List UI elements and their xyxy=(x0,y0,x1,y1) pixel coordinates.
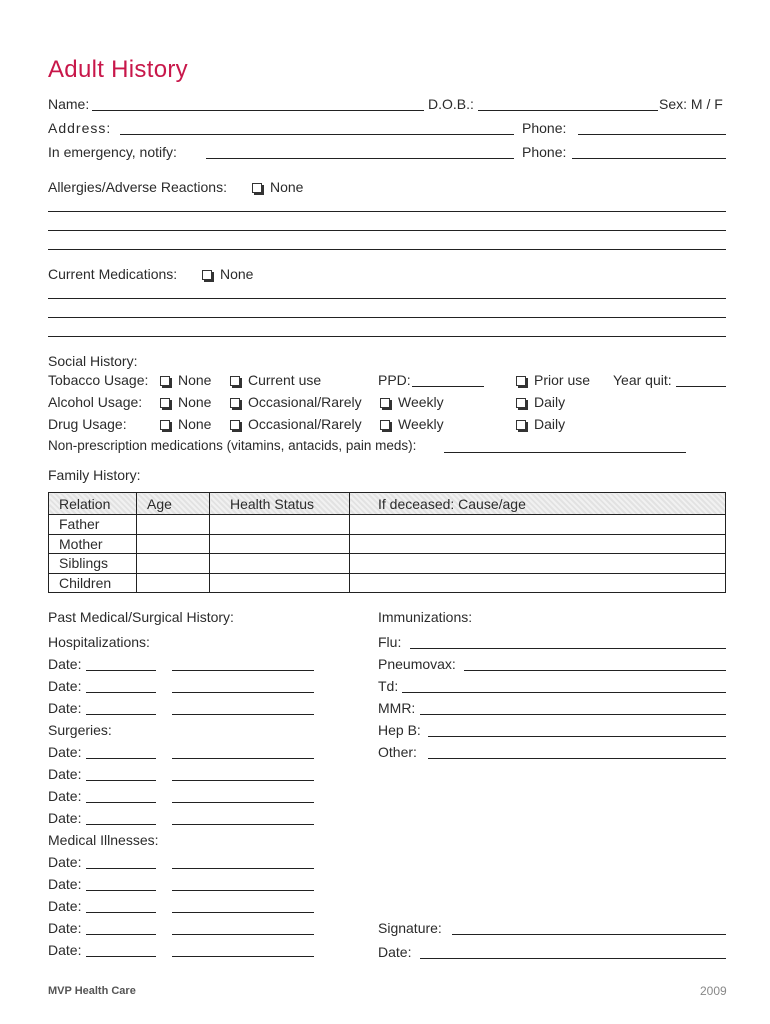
health-status-cell[interactable] xyxy=(210,554,350,574)
description-field[interactable] xyxy=(172,868,314,869)
drug-daily-label: Daily xyxy=(534,416,566,432)
date-label: Date: xyxy=(48,678,82,694)
checkbox-icon xyxy=(160,398,170,408)
deceased-cell[interactable] xyxy=(350,573,726,593)
drug-none-checkbox[interactable] xyxy=(160,416,211,432)
signature-label: Signature: xyxy=(378,920,442,936)
hepb-field[interactable] xyxy=(428,736,726,737)
drug-weekly-label: Weekly xyxy=(398,416,444,432)
date-label: Date: xyxy=(48,810,82,826)
relation-cell: Siblings xyxy=(49,554,137,574)
date-label: Date: xyxy=(48,656,82,672)
checkbox-icon xyxy=(160,420,170,430)
description-field[interactable] xyxy=(172,780,314,781)
footer-year: 2009 xyxy=(700,984,727,998)
date-field[interactable] xyxy=(86,956,156,957)
checkbox-icon xyxy=(516,398,526,408)
date-field[interactable] xyxy=(86,714,156,715)
medications-line-3[interactable] xyxy=(48,336,726,337)
td-label: Td: xyxy=(378,678,399,694)
drug-weekly-checkbox[interactable] xyxy=(380,416,444,432)
mmr-field[interactable] xyxy=(420,714,726,715)
year-quit-label: Year quit: xyxy=(613,372,672,388)
checkbox-icon xyxy=(516,376,526,386)
table-row xyxy=(49,554,726,574)
allergies-line-3[interactable] xyxy=(48,249,726,250)
table-row xyxy=(49,573,726,593)
emergency-label: In emergency, notify: xyxy=(48,144,177,160)
alcohol-weekly-checkbox[interactable] xyxy=(380,394,444,410)
date-field[interactable] xyxy=(86,670,156,671)
alcohol-none-label: None xyxy=(178,394,212,410)
description-field[interactable] xyxy=(172,758,314,759)
flu-field[interactable] xyxy=(410,648,726,649)
checkbox-icon xyxy=(380,398,390,408)
other-label: Other: xyxy=(378,744,417,760)
deceased-cell[interactable] xyxy=(350,515,726,535)
medications-label: Current Medications: xyxy=(48,266,178,282)
name-label: Name: xyxy=(48,96,90,112)
family-history-heading: Family History: xyxy=(48,467,141,483)
address-field[interactable] xyxy=(120,134,514,135)
phone-field-1[interactable] xyxy=(578,134,726,135)
surgeries-label: Surgeries: xyxy=(48,722,112,738)
description-field[interactable] xyxy=(172,692,314,693)
mmr-label: MMR: xyxy=(378,700,416,716)
signature-field[interactable] xyxy=(452,934,726,935)
column-header: Age xyxy=(137,493,210,515)
health-status-cell[interactable] xyxy=(210,534,350,554)
footer-org: MVP Health Care xyxy=(48,985,136,997)
hospitalizations-label: Hospitalizations: xyxy=(48,634,150,650)
medications-line-1[interactable] xyxy=(48,298,726,299)
allergies-line-1[interactable] xyxy=(48,211,726,212)
alcohol-none-checkbox[interactable] xyxy=(160,394,211,410)
table-row xyxy=(49,515,726,535)
checkbox-icon xyxy=(230,398,240,408)
pneumovax-field[interactable] xyxy=(464,670,726,671)
drug-daily-checkbox[interactable] xyxy=(516,416,565,432)
column-header: Relation xyxy=(49,493,137,515)
tobacco-none-checkbox[interactable] xyxy=(160,372,211,388)
tobacco-prior-checkbox[interactable] xyxy=(516,372,590,388)
medications-none-checkbox[interactable] xyxy=(202,266,253,282)
tobacco-label: Tobacco Usage: xyxy=(48,372,149,388)
age-cell[interactable] xyxy=(137,554,210,574)
sign-date-label: Date: xyxy=(378,944,412,960)
dob-field[interactable] xyxy=(478,110,658,111)
other-field[interactable] xyxy=(428,758,726,759)
date-label: Date: xyxy=(48,898,82,914)
checkbox-icon xyxy=(230,376,240,386)
emergency-field[interactable] xyxy=(206,158,514,159)
description-field[interactable] xyxy=(172,890,314,891)
description-field[interactable] xyxy=(172,670,314,671)
allergies-none-checkbox[interactable] xyxy=(252,179,303,195)
sign-date-field[interactable] xyxy=(420,958,726,959)
description-field[interactable] xyxy=(172,824,314,825)
tobacco-prior-label: Prior use xyxy=(534,372,591,388)
table-header-row xyxy=(49,493,726,515)
checkbox-icon xyxy=(380,420,390,430)
checkbox-icon xyxy=(160,376,170,386)
date-field[interactable] xyxy=(86,868,156,869)
health-status-cell[interactable] xyxy=(210,515,350,535)
date-field[interactable] xyxy=(86,758,156,759)
date-label: Date: xyxy=(48,920,82,936)
phone-label-1: Phone: xyxy=(522,120,567,136)
column-header: Health Status xyxy=(210,493,350,515)
tobacco-current-checkbox[interactable] xyxy=(230,372,321,388)
date-label: Date: xyxy=(48,744,82,760)
ppd-label: PPD: xyxy=(378,372,411,388)
date-field[interactable] xyxy=(86,802,156,803)
date-field[interactable] xyxy=(86,824,156,825)
sex-label: Sex: M / F xyxy=(659,96,723,112)
alcohol-occasional-checkbox[interactable] xyxy=(230,394,362,410)
drug-label: Drug Usage: xyxy=(48,416,127,432)
tobacco-none-label: None xyxy=(178,372,212,388)
ppd-field[interactable] xyxy=(412,386,484,387)
name-field[interactable] xyxy=(92,110,424,111)
medications-none-label: None xyxy=(220,266,254,282)
alcohol-daily-label: Daily xyxy=(534,394,566,410)
form-title: Adult History xyxy=(48,56,188,83)
deceased-cell[interactable] xyxy=(350,554,726,574)
family-history-table xyxy=(48,492,726,593)
pneumovax-label: Pneumovax: xyxy=(378,656,456,672)
description-field[interactable] xyxy=(172,802,314,803)
date-field[interactable] xyxy=(86,692,156,693)
date-label: Date: xyxy=(48,854,82,870)
column-header: If deceased: Cause/age xyxy=(350,493,726,515)
date-label: Date: xyxy=(48,876,82,892)
checkbox-icon xyxy=(252,183,262,193)
flu-label: Flu: xyxy=(378,634,402,650)
date-field[interactable] xyxy=(86,912,156,913)
past-history-heading: Past Medical/Surgical History: xyxy=(48,609,234,625)
checkbox-icon xyxy=(202,270,212,280)
phone-label-2: Phone: xyxy=(522,144,567,160)
health-status-cell[interactable] xyxy=(210,573,350,593)
nonprescription-field[interactable] xyxy=(444,452,686,453)
date-label: Date: xyxy=(48,788,82,804)
description-field[interactable] xyxy=(172,934,314,935)
age-cell[interactable] xyxy=(137,573,210,593)
alcohol-occasional-label: Occasional/Rarely xyxy=(248,394,362,410)
date-field[interactable] xyxy=(86,934,156,935)
checkbox-icon xyxy=(516,420,526,430)
age-cell[interactable] xyxy=(137,534,210,554)
allergies-line-2[interactable] xyxy=(48,230,726,231)
description-field[interactable] xyxy=(172,956,314,957)
description-field[interactable] xyxy=(172,912,314,913)
year-quit-field[interactable] xyxy=(676,386,726,387)
deceased-cell[interactable] xyxy=(350,534,726,554)
alcohol-label: Alcohol Usage: xyxy=(48,394,143,410)
description-field[interactable] xyxy=(172,714,314,715)
tobacco-current-label: Current use xyxy=(248,372,322,388)
hepb-label: Hep B: xyxy=(378,722,421,738)
social-history-heading: Social History: xyxy=(48,353,138,369)
relation-cell: Father xyxy=(49,515,137,535)
date-field[interactable] xyxy=(86,890,156,891)
alcohol-weekly-label: Weekly xyxy=(398,394,444,410)
immunizations-heading: Immunizations: xyxy=(378,609,473,625)
allergies-label: Allergies/Adverse Reactions: xyxy=(48,179,227,195)
allergies-none-label: None xyxy=(270,179,304,195)
age-cell[interactable] xyxy=(137,515,210,535)
drug-occasional-label: Occasional/Rarely xyxy=(248,416,362,432)
td-field[interactable] xyxy=(402,692,726,693)
date-label: Date: xyxy=(48,766,82,782)
date-label: Date: xyxy=(48,942,82,958)
relation-cell: Mother xyxy=(49,534,137,554)
illnesses-label: Medical Illnesses: xyxy=(48,832,159,848)
address-label: Address: xyxy=(48,120,112,136)
dob-label: D.O.B.: xyxy=(428,96,474,112)
relation-cell: Children xyxy=(49,573,137,593)
alcohol-daily-checkbox[interactable] xyxy=(516,394,565,410)
date-label: Date: xyxy=(48,700,82,716)
nonprescription-label: Non-prescription medications (vitamins, antacids, pain meds): xyxy=(48,438,417,453)
checkbox-icon xyxy=(230,420,240,430)
medications-line-2[interactable] xyxy=(48,317,726,318)
phone-field-2[interactable] xyxy=(572,158,726,159)
table-row xyxy=(49,534,726,554)
date-field[interactable] xyxy=(86,780,156,781)
drug-occasional-checkbox[interactable] xyxy=(230,416,362,432)
drug-none-label: None xyxy=(178,416,212,432)
